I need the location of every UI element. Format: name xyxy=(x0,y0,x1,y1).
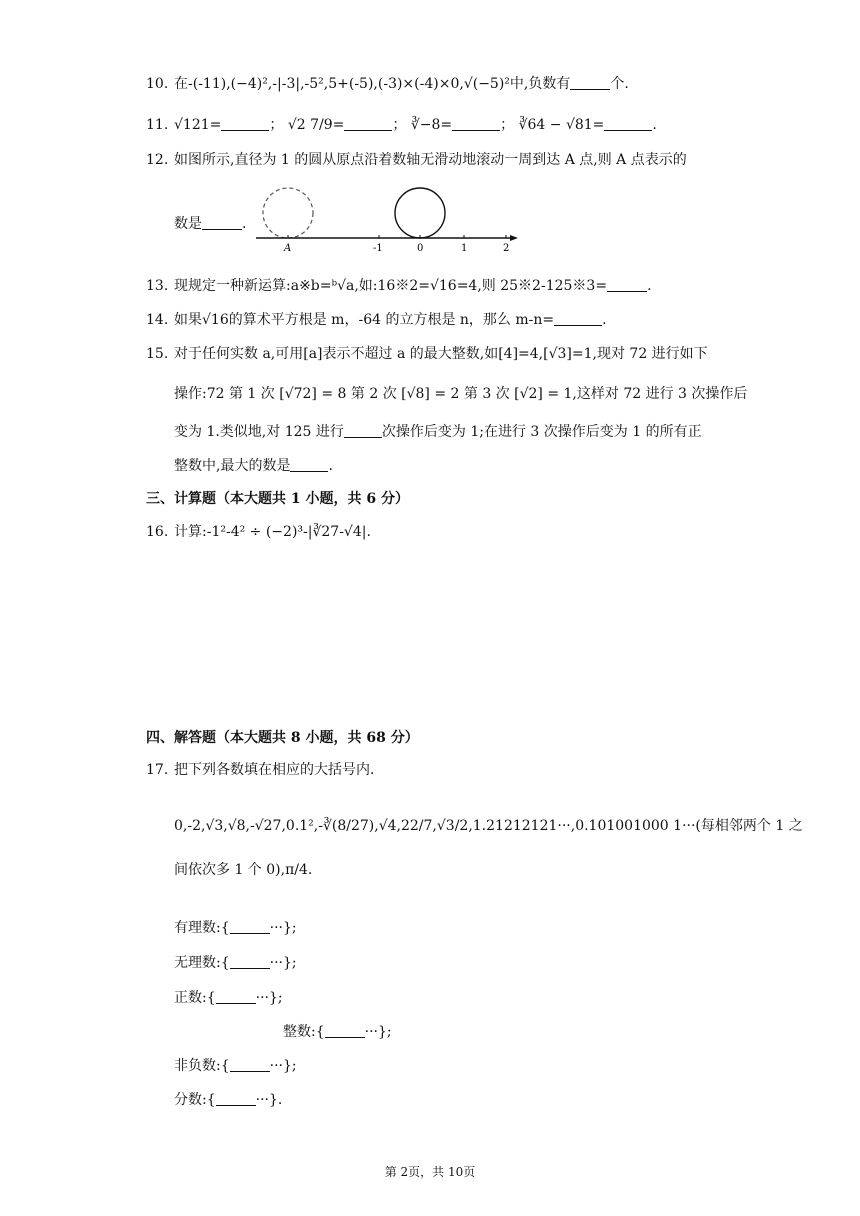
answer-blank xyxy=(607,277,647,292)
question-15-line1: 对于任何实数 a,可用[a]表示不超过 a 的最大整数,如[4]=4,[√3]=1,现对 72 进行如下 xyxy=(174,346,708,362)
question-17-numbers-line2: 间依次多 1 个 0),π/4. xyxy=(174,862,313,878)
set-label: 有理数:{ xyxy=(174,920,230,936)
set-label: 分数:{ xyxy=(174,1092,216,1108)
question-15-line4 xyxy=(174,456,333,476)
question-14-number: 14. xyxy=(146,312,169,328)
answer-blank xyxy=(230,919,270,934)
q11-part-c: ∛−8= xyxy=(410,117,453,133)
tick-label-1: 1 xyxy=(461,243,468,254)
set-label: 非负数:{ xyxy=(174,1058,230,1074)
question-15-line2: 操作:72 第 1 次 [√72] = 8 第 2 次 [√8] = 2 第 3 次 [√2] = 1,这样对 72 进行 3 次操作后 xyxy=(174,386,748,402)
tick-label-minus1: -1 xyxy=(373,243,383,254)
question-10-tail: 个. xyxy=(610,76,629,92)
answer-blank xyxy=(344,423,382,438)
tick-label-0: 0 xyxy=(417,243,424,254)
answer-blank xyxy=(216,1091,256,1106)
axis-arrow xyxy=(510,235,518,241)
period: . xyxy=(328,458,333,474)
separator: ； xyxy=(500,117,515,133)
q12-text2: 数是 xyxy=(174,216,202,232)
answer-blank xyxy=(221,116,269,131)
answer-blank xyxy=(344,116,392,131)
question-13 xyxy=(174,276,652,296)
tick-label-2: 2 xyxy=(503,243,510,254)
separator: ； xyxy=(392,117,407,133)
set-end: ···}. xyxy=(255,1092,283,1108)
question-17-numbers-line1: 0,-2,√3,√8,-√27,0.1²,-∛(8/27),√4,22/7,√3/2,1.21212121···,0.101001000 1···(每相邻两个 1 之 xyxy=(174,818,803,834)
q11-part-d: ∛64 − √81= xyxy=(518,117,605,133)
answer-blank xyxy=(230,954,270,969)
period: . xyxy=(242,216,247,232)
question-17-number: 17. xyxy=(146,762,169,778)
dashed-circle xyxy=(263,188,313,238)
number-line-figure xyxy=(250,185,530,257)
set-fraction xyxy=(174,1090,282,1110)
question-15-number: 15. xyxy=(146,346,169,362)
question-12-text: 如图所示,直径为 1 的圆从原点沿着数轴无滑动地滚动一周到达 A 点,则 A 点表示的 xyxy=(174,152,687,168)
solid-circle xyxy=(395,188,445,238)
set-end: ···}; xyxy=(269,955,297,971)
answer-blank xyxy=(202,215,242,230)
set-label: 无理数:{ xyxy=(174,955,230,971)
set-label: 正数:{ xyxy=(174,990,216,1006)
set-rational xyxy=(174,918,297,938)
section-3-heading: 三、计算题（本大题共 1 小题，共 6 分） xyxy=(146,491,409,507)
question-10-number: 10. xyxy=(146,76,169,92)
q11-part-a: √121= xyxy=(174,117,222,133)
question-13-text: 现规定一种新运算:a※b=ᵇ√a,如:16※2=√16=4,则 25※2-125※3= xyxy=(174,278,608,294)
question-11-number: 11. xyxy=(146,117,169,133)
answer-blank xyxy=(604,116,652,131)
answer-blank xyxy=(230,1057,270,1072)
q15-line3a: 变为 1.类似地,对 125 进行 xyxy=(174,424,344,440)
question-14-text: 如果√16的算术平方根是 m，-64 的立方根是 n，那么 m-n= xyxy=(174,312,555,328)
answer-blank xyxy=(554,311,602,326)
question-11 xyxy=(174,115,657,135)
set-label: 整数:{ xyxy=(283,1024,325,1040)
q15-line3b: 次操作后变为 1;在进行 3 次操作后变为 1 的所有正 xyxy=(381,424,702,440)
question-16-text: 计算:-1²-4² ÷ (−2)³-|∛27-√4|. xyxy=(174,524,371,540)
set-nonnegative xyxy=(174,1056,297,1076)
period: . xyxy=(647,278,652,294)
question-14 xyxy=(174,310,607,330)
period: . xyxy=(652,117,657,133)
set-integer xyxy=(283,1022,392,1042)
question-17-text: 把下列各数填在相应的大括号内. xyxy=(174,762,375,778)
page-footer: 第 2页，共 10页 xyxy=(384,1165,476,1179)
period: . xyxy=(602,312,607,328)
set-positive xyxy=(174,988,283,1008)
answer-blank xyxy=(452,116,500,131)
set-end: ···}; xyxy=(255,990,283,1006)
set-end: ···}; xyxy=(364,1024,392,1040)
point-a-label: A xyxy=(284,243,292,254)
question-10-text: 在-(-11),(−4)²,-|-3|,-5²,5+(-5),(-3)×(-4)×0,√(−5)²中,负数有 xyxy=(174,76,571,92)
separator: ； xyxy=(269,117,284,133)
question-15-line3 xyxy=(174,422,702,442)
answer-blank xyxy=(216,989,256,1004)
question-12-number: 12. xyxy=(146,152,169,168)
section-4-heading: 四、解答题（本大题共 8 小题，共 68 分） xyxy=(146,730,419,746)
answer-blank xyxy=(570,75,610,90)
answer-blank xyxy=(290,457,328,472)
answer-blank xyxy=(325,1023,365,1038)
q15-line4: 整数中,最大的数是 xyxy=(174,458,291,474)
q11-part-b: √2 7/9= xyxy=(287,117,345,133)
question-16-number: 16. xyxy=(146,524,169,540)
question-13-number: 13. xyxy=(146,278,169,294)
question-10 xyxy=(174,74,629,94)
set-end: ···}; xyxy=(269,1058,297,1074)
set-irrational xyxy=(174,953,297,973)
question-12-line2 xyxy=(174,214,246,234)
set-end: ···}; xyxy=(269,920,297,936)
